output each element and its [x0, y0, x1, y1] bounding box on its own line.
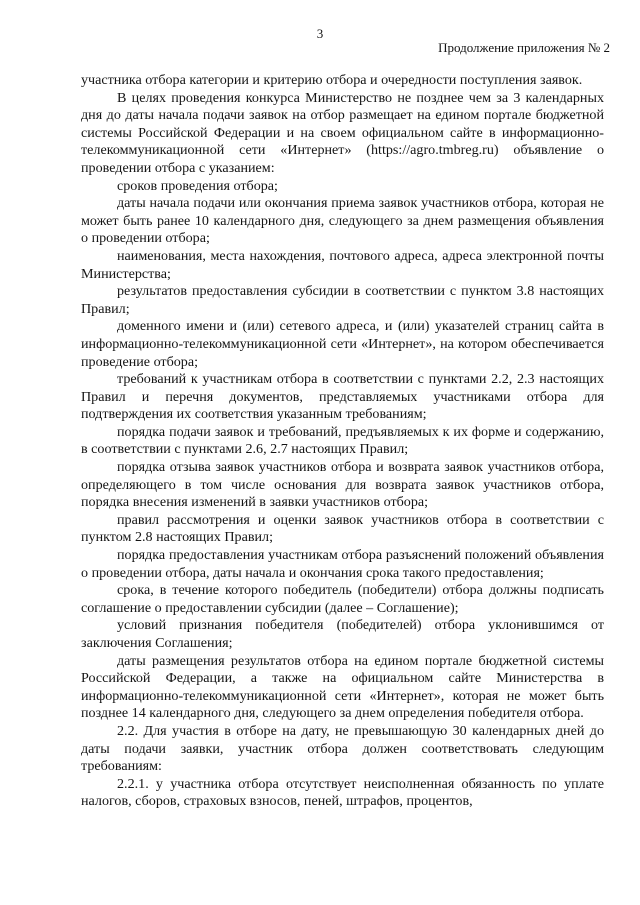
- appendix-continuation-label: Продолжение приложения № 2: [438, 40, 610, 55]
- paragraph: даты размещения результатов отбора на едином портале бюджетной системы Российской Федерации, а также на официальном сайте Министерства в информационно-телекоммуникационной сети «Интернет», которая не может быть позднее 14 календарного дня, следующего за днем определения победителя отбора.: [81, 652, 604, 722]
- paragraph: правил рассмотрения и оценки заявок участников отбора в соответствии с пунктом 2.8 настоящих Правил;: [81, 511, 604, 546]
- paragraph: результатов предоставления субсидии в соответствии с пунктом 3.8 настоящих Правил;: [81, 283, 604, 317]
- paragraph: доменного имени и (или) сетевого адреса, и (или) указателей страниц сайта в информационно-телекоммуникационной сети «Интернет», на котором обеспечивается проведение отбора;: [81, 318, 604, 370]
- paragraph: требований к участникам отбора в соответствии с пунктами 2.2, 2.3 настоящих Правил и перечня документов, представляемых участниками отбора для подтверждения их соответствия указанным требованиям;: [81, 371, 604, 423]
- paragraph: условий признания победителя (победителей) отбора уклонившимся от заключения Соглашения;: [81, 617, 604, 651]
- paragraph: 2.2.1. у участника отбора отсутствует неисполненная обязанность по уплате налогов, сборов, страховых взносов, пеней, штрафов, процентов,: [81, 775, 604, 810]
- paragraph: 2.2. Для участия в отборе на дату, не превышающую 30 календарных дней до даты подачи заявки, участник отбора должен соответствовать следующим требованиям:: [81, 722, 604, 775]
- document-body: [81, 72, 604, 811]
- paragraph: сроков проведения отбора;: [117, 177, 278, 194]
- paragraph: участника отбора категории и критерию отбора и очередности поступления заявок.: [81, 72, 583, 88]
- paragraph: наименования, места нахождения, почтового адреса, адреса электронной почты Министерства;: [81, 247, 604, 282]
- paragraph: порядка предоставления участникам отбора разъяснений положений объявления о проведении отбора, даты начала и окончания срока такого предоставления;: [81, 547, 604, 581]
- page-number: 3: [316, 26, 324, 41]
- paragraph: порядка подачи заявок и требований, предъявляемых к их форме и содержанию, в соответствии с пунктами 2.6, 2.7 настоящих Правил;: [81, 423, 604, 458]
- paragraph: порядка отзыва заявок участников отбора и возврата заявок участников отбора, определяющего в том числе основания для возврата заявок участников отбора, порядка внесения изменений в заявки участников отбора;: [81, 459, 604, 511]
- paragraph: даты начала подачи или окончания приема заявок участников отбора, которая не может быть ранее 10 календарного дня, следующего за днем размещения объявления о проведении отбора;: [81, 195, 604, 247]
- paragraph: В целях проведения конкурса Министерство не позднее чем за 3 календарных дня до даты начала подачи заявок на отбор размещает на едином портале бюджетной системы Российской Федерации и на своем официальном сайте в информационно-телекоммуникационной сети «Интернет» (https://agro.tmbreg.ru) объявление о проведении отбора с указанием:: [81, 89, 604, 176]
- paragraph: срока, в течение которого победитель (победители) отбора должны подписать соглашение о предоставлении субсидии (далее – Соглашение);: [81, 582, 604, 616]
